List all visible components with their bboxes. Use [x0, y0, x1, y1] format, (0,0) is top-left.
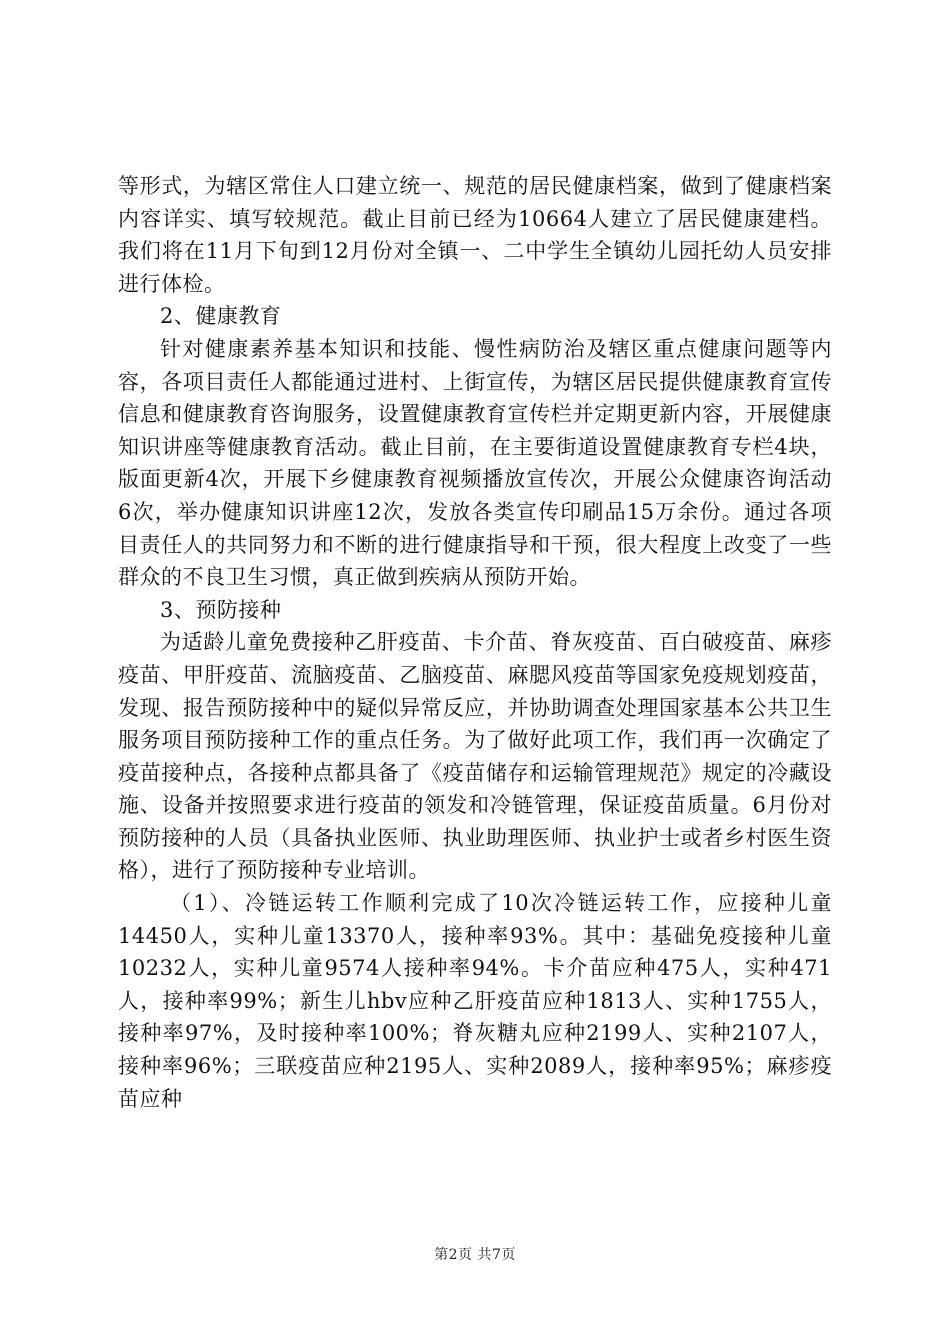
- paragraph-vaccination: 为适龄儿童免费接种乙肝疫苗、卡介苗、脊灰疫苗、百白破疫苗、麻疹疫苗、甲肝疫苗、流脑疫苗、乙脑疫苗、麻腮风疫苗等国家免疫规划疫苗，发现、报告预防接种中的疑似异常反应，并协助调查处理国家基本公共卫生服务项目预防接种工作的重点任务。为了做好此项工作，我们再一次确定了疫苗接种点，各接种点都具备了《疫苗储存和运输管理规范》规定的冷藏设施、设备并按照要求进行疫苗的领发和冷链管理，保证疫苗质量。6月份对预防接种的人员（具备执业医师、执业助理医师、执业护士或者乡村医生资格），进行了预防接种专业培训。: [118, 630, 832, 883]
- section-heading-vaccination: 3、预防接种: [160, 597, 282, 622]
- page-footer: [0, 1244, 950, 1264]
- paragraph-archive-continuation: 等形式，为辖区常住人口建立统一、规范的居民健康档案，做到了健康档案内容详实、填写较规范。截止目前已经为10664人建立了居民健康建档。我们将在11月下旬到12月份对全镇一、二中学生全镇幼儿园托幼人员安排进行体检。: [118, 174, 832, 296]
- body-text: [118, 170, 832, 1115]
- paragraph-health-education: 针对健康素养基本知识和技能、慢性病防治及辖区重点健康问题等内容，各项目责任人都能通过进村、上街宣传，为辖区居民提供健康教育宣传信息和健康教育咨询服务，设置健康教育宣传栏并定期更新内容，开展健康知识讲座等健康教育活动。截止目前，在主要街道设置健康教育专栏4块，版面更新4次，开展下乡健康教育视频播放宣传次，开展公众健康咨询活动6次，举办健康知识讲座12次，发放各类宣传印刷品15万余份。通过各项目责任人的共同努力和不断的进行健康指导和干预，很大程度上改变了一些群众的不良卫生习惯，真正做到疾病从预防开始。: [118, 336, 832, 590]
- paragraph-cold-chain: （1）、冷链运转工作顺利完成了10次冷链运转工作，应接种儿童14450人，实种儿童13370人，接种率93%。其中：基础免疫接种儿童10232人，实种儿童9574人接种率94%。卡介苗应种475人，实种471人，接种率99%；新生儿hbv应种乙肝疫苗应种1813人、实种1755人，接种率97%，及时接种率100%；脊灰糖丸应种2199人、实种2107人，接种率96%；三联疫苗应种2195人、实种2089人，接种率95%；麻疹疫苗应种: [118, 891, 832, 1111]
- section-heading-health-education: 2、健康教育: [160, 304, 282, 329]
- page-number-label: 第2页 共7页: [434, 1247, 516, 1263]
